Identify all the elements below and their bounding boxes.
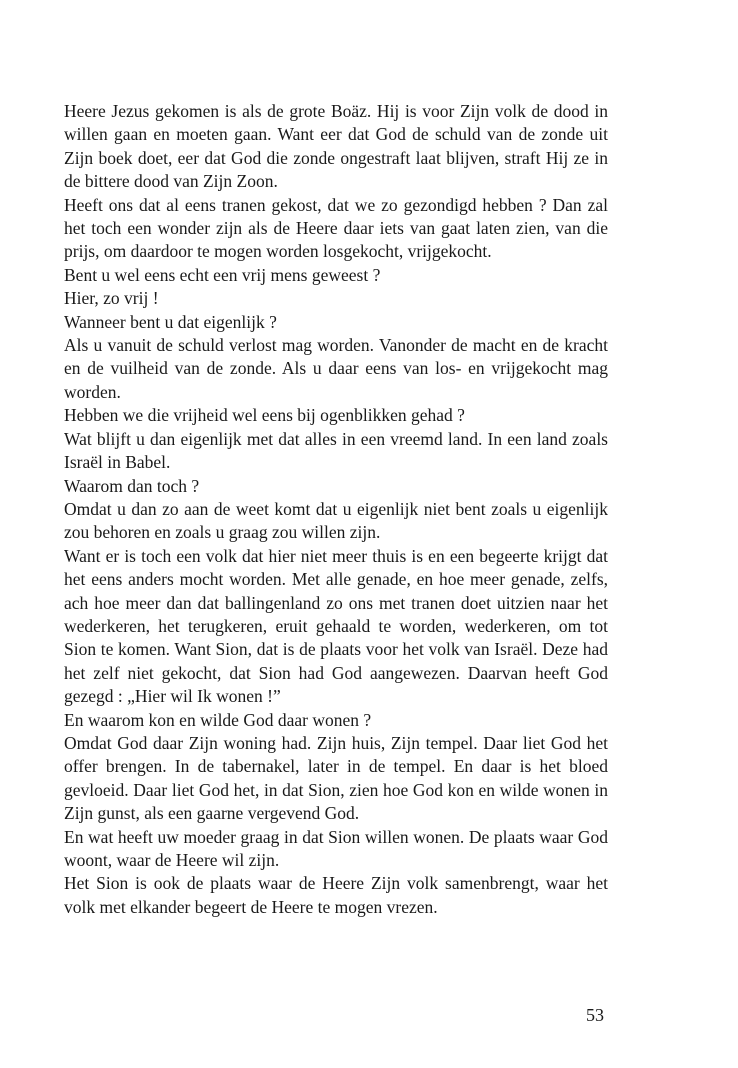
paragraph: En waarom kon en wilde God daar wonen ? [64,709,372,730]
paragraph: Het Sion is ook de plaats waar de Heere Zijn volk samenbrengt, waar het volk met elkander begeert de Heere te mogen vrezen. [64,873,608,917]
paragraph: Heere Jezus gekomen is als de grote Boäz. Hij is voor Zijn volk de dood in willen gaan en moeten gaan. Want eer dat God de schuld van de zonde uit Zijn boek doet, eer dat God die zonde ongestraft laat blijven, straft Hij ze in de bittere dood van Zijn Zoon. [64,101,608,192]
paragraph: Hier, zo vrij ! [64,288,159,309]
paragraph: Waarom dan toch ? [64,475,200,496]
paragraph: Wanneer bent u dat eigenlijk ? [64,311,277,332]
paragraph: Als u vanuit de schuld verlost mag worden. Vanonder de macht en de kracht en de vuilheid van de zonde. Als u daar eens van los- en vrijgekocht mag worden. [64,335,608,402]
paragraph: Heeft ons dat al eens tranen gekost, dat we zo gezondigd hebben ? Dan zal het toch een wonder zijn als de Heere daar iets van gaat laten zien, van die prijs, om daardoor te mogen worden losgekocht, vrijgekocht. [64,194,608,262]
page-body [64,100,608,919]
paragraph: Omdat u dan zo aan de weet komt dat u eigenlijk niet bent zoals u eigenlijk zou behoren en zoals u graag zou willen zijn. [64,498,608,543]
paragraph: En wat heeft uw moeder graag in dat Sion willen wonen. De plaats waar God woont, waar de Heere wil zijn. [64,826,608,870]
paragraph: Omdat God daar Zijn woning had. Zijn huis, Zijn tempel. Daar liet God het offer brengen. In de tabernakel, later in de tempel. En daar is het bloed gevloeid. Daar liet God het, in dat Sion, zien hoe God kon en wilde wonen in Zijn gunst, als een gaarne vergevend God. [64,732,608,824]
paragraph: Wat blijft u dan eigenlijk met dat alles in een vreemd land. In een land zoals Israël in Babel. [64,428,608,473]
page-number: 53 [586,1005,604,1025]
paragraph: Hebben we die vrijheid wel eens bij ogenblikken gehad ? [64,405,465,426]
paragraph: Bent u wel eens echt een vrij mens geweest ? [64,264,381,285]
paragraph: Want er is toch een volk dat hier niet meer thuis is en een begeerte krijgt dat het eens anders mocht worden. Met alle genade, en hoe meer genade, zelfs, ach hoe meer dan dat ballingenland zo ons met tranen doet uitzien naar het wederkeren, het terugkeren, eruit gehaald te worden, wederkeren, om tot Sion te komen. Want Sion, dat is de plaats voor het volk van Israël. Deze had het zelf niet gekocht, dat Sion had God aangewezen. Daarvan heeft God gezegd : „Hier wil Ik wonen !” [64,545,608,707]
